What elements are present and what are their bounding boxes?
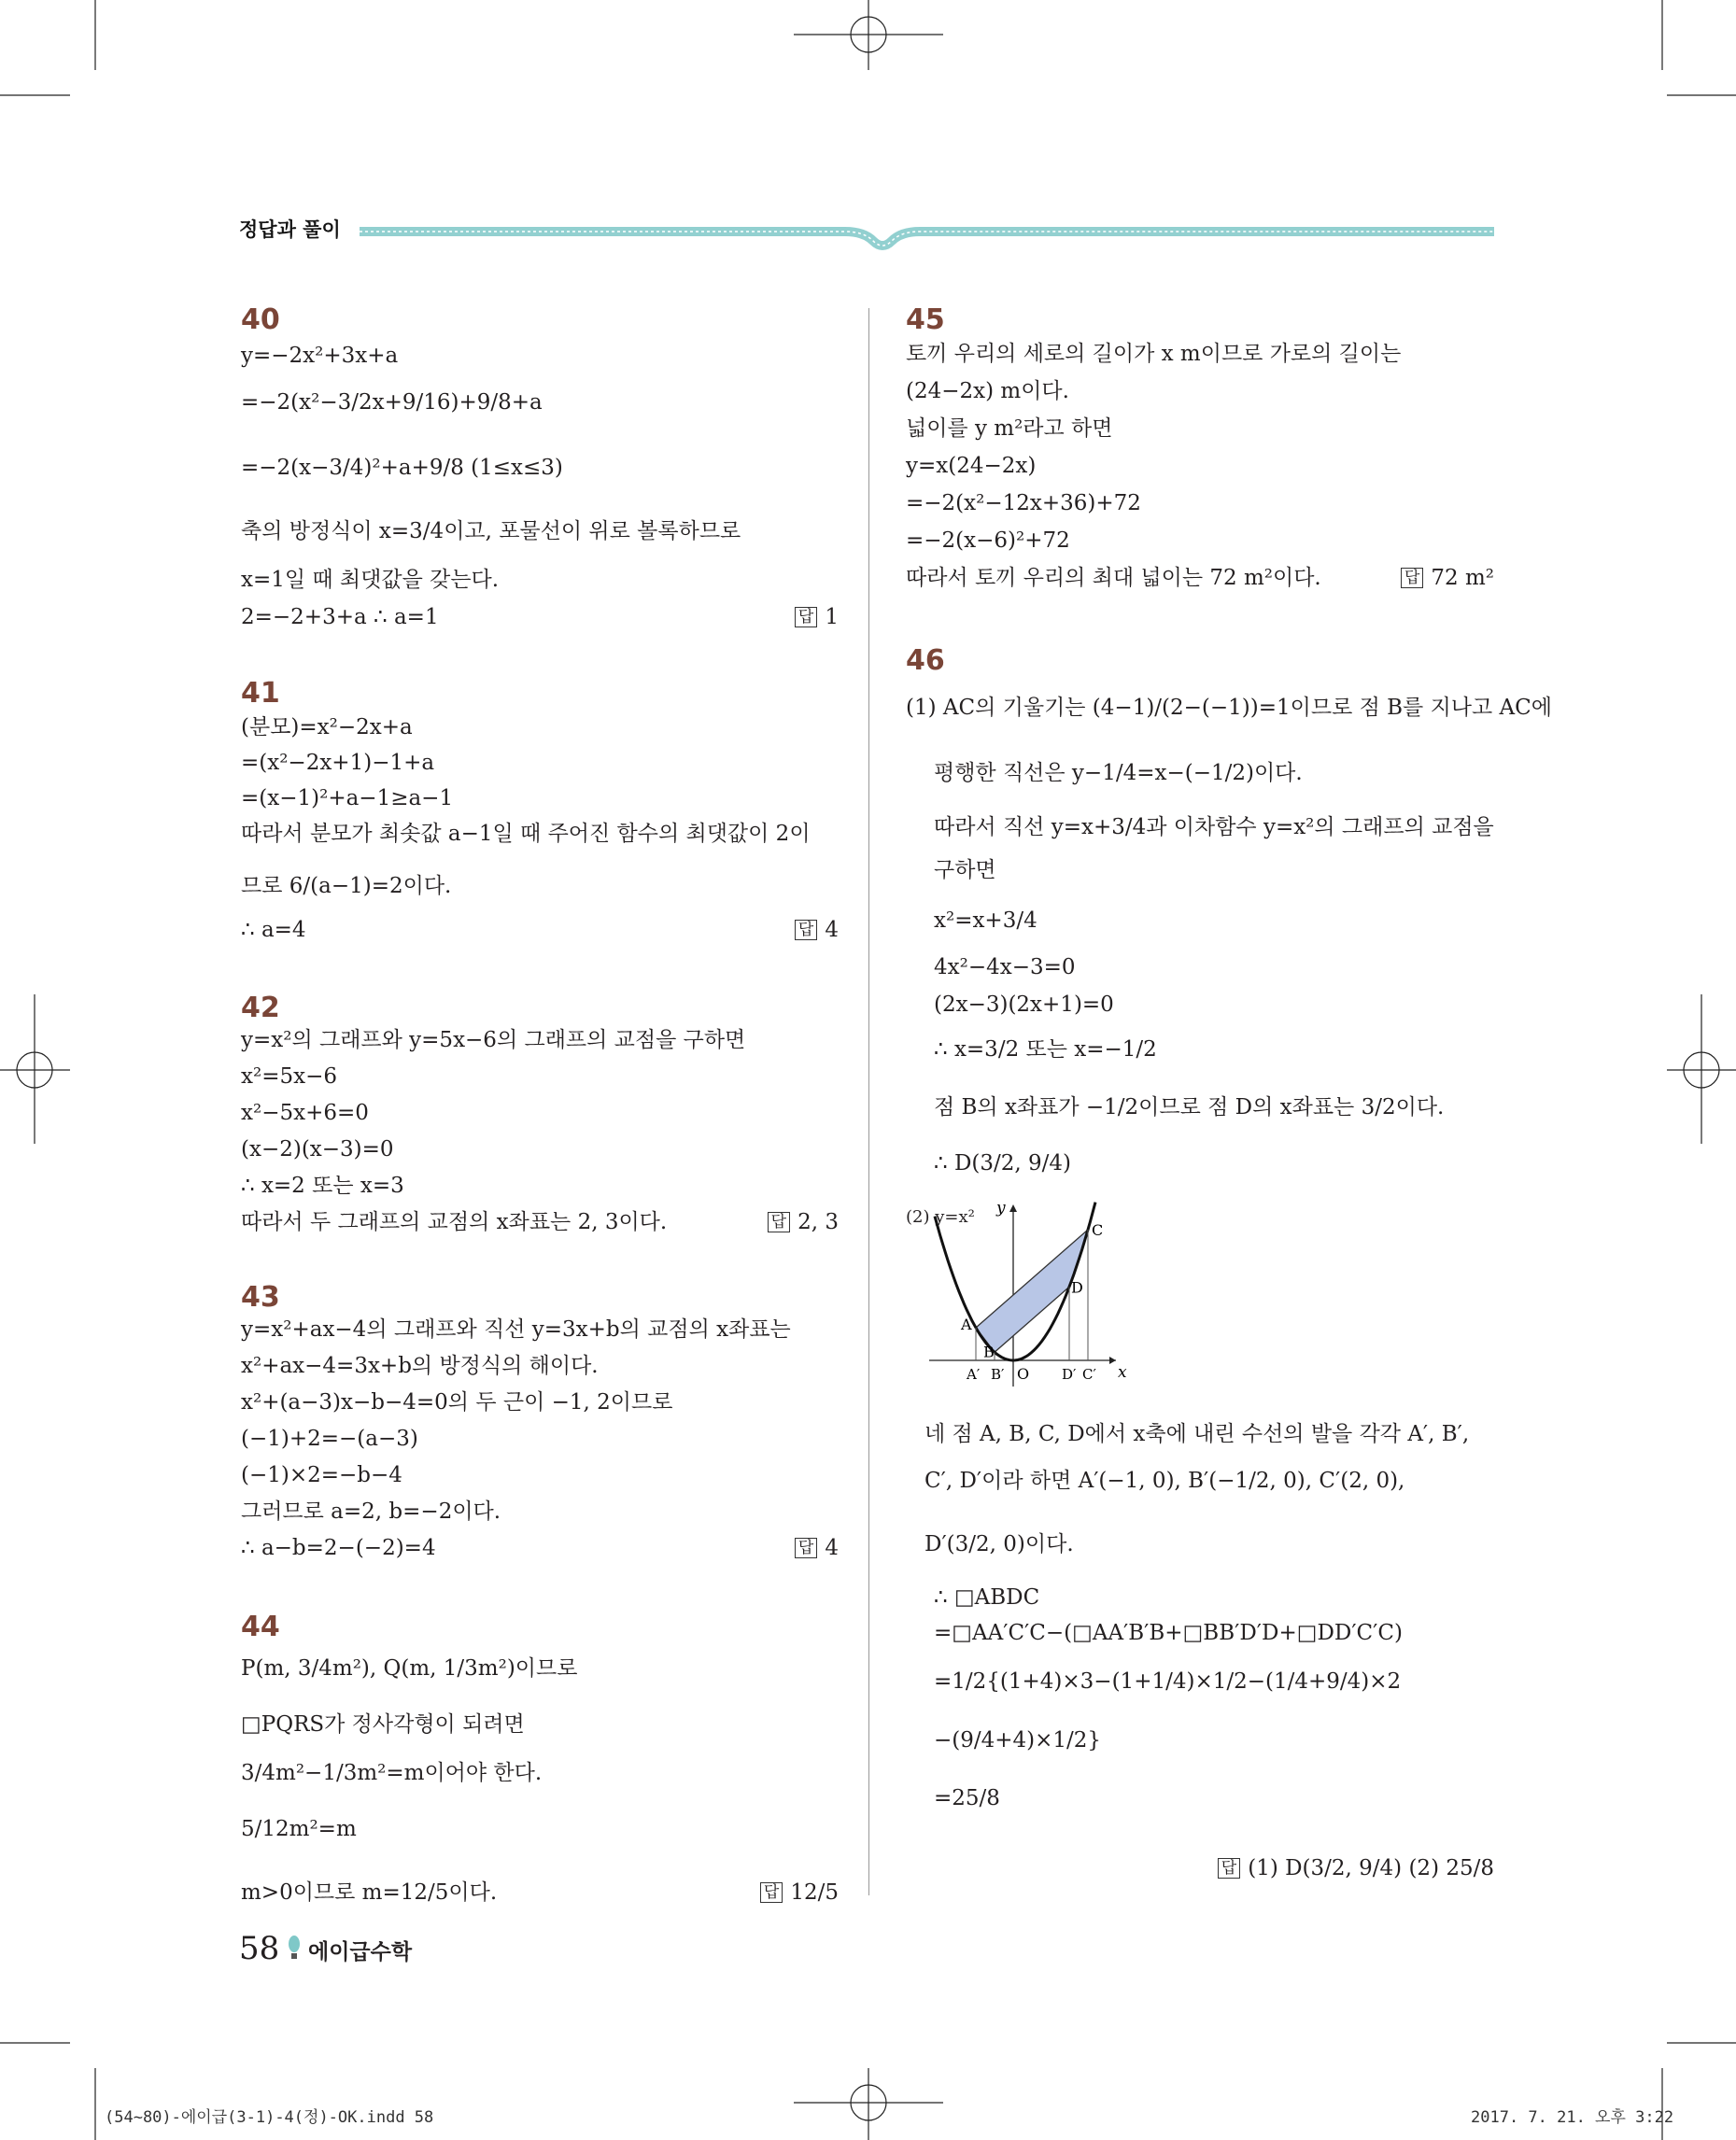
answer	[760, 1878, 839, 1908]
solution-line: ∴ □ABDC	[934, 1585, 1040, 1610]
problem-number: 42	[241, 992, 280, 1024]
answer-badge: 답	[1218, 1858, 1240, 1879]
answer-badge: 답	[760, 1882, 783, 1903]
answer	[768, 1207, 839, 1237]
point-C-label: C	[1092, 1221, 1104, 1239]
answer	[795, 915, 839, 945]
x-axis-arrow-icon	[1109, 1357, 1116, 1364]
solution-line: y=x²의 그래프와 y=5x−6의 그래프의 교점을 구하면	[241, 1028, 746, 1052]
problem-number: 44	[241, 1611, 280, 1643]
solution-line: =□AA′C′C−(□AA′B′B+□BB′D′D+□DD′C′C)	[934, 1621, 1403, 1645]
point-D-prime-label: D′	[1062, 1366, 1077, 1383]
point-D-label: D	[1071, 1278, 1083, 1297]
column-divider	[868, 308, 869, 1895]
header-rule	[360, 220, 1494, 258]
answer	[1218, 1853, 1494, 1883]
solution-line: 토끼 우리의 세로의 길이가 x m이므로 가로의 길이는	[906, 342, 1402, 366]
solution-line: y=−2x²+3x+a	[241, 344, 399, 368]
solution-line: 므로 6/(a−1)=2이다.	[241, 874, 452, 898]
answer-badge: 답	[768, 1212, 790, 1232]
date-slug: 2017. 7. 21. 오후 3:22	[1471, 2108, 1674, 2127]
solution-line: C′, D′이라 하면 A′(−1, 0), B′(−1/2, 0), C′(2, 0),	[924, 1469, 1405, 1493]
solution-line: x²+(a−3)x−b−4=0의 두 근이 −1, 2이므로	[241, 1390, 673, 1415]
y-axis-arrow-icon	[1009, 1204, 1017, 1212]
y-axis-label: y	[996, 1200, 1006, 1218]
answer-value: 72 m²	[1431, 566, 1494, 590]
answer-value: 2, 3	[797, 1210, 839, 1234]
solution-line: 2=−2+3+a ∴ a=1	[241, 605, 439, 629]
parabola-graph	[929, 1200, 1135, 1387]
solution-line: 축의 방정식이 x=3/4이고, 포물선이 위로 볼록하므로	[241, 519, 741, 543]
solution-line: 평행한 직선은 y−1/4=x−(−1/2)이다.	[934, 761, 1303, 785]
problem-41	[241, 677, 839, 957]
solution-line: =−2(x−3/4)²+a+9/8 (1≤x≤3)	[241, 456, 563, 480]
solution-line: 따라서 토끼 우리의 최대 넓이는 72 m²이다.	[906, 566, 1321, 590]
solution-line: 5/12m²=m	[241, 1817, 357, 1841]
answer-badge: 답	[795, 920, 817, 940]
point-A-prime-label: A′	[967, 1366, 981, 1383]
answer	[795, 602, 839, 632]
solution-line: y=x²+ax−4의 그래프와 직선 y=3x+b의 교점의 x좌표는	[241, 1317, 791, 1342]
solution-line: (x−2)(x−3)=0	[241, 1137, 394, 1162]
solution-line: (−1)+2=−(a−3)	[241, 1427, 418, 1451]
solution-line: (분모)=x²−2x+a	[241, 715, 413, 739]
solution-line: 4x²−4x−3=0	[934, 955, 1076, 979]
solution-line: ∴ D(3/2, 9/4)	[934, 1151, 1071, 1176]
solution-line: −(9/4+4)×1/2}	[934, 1728, 1102, 1753]
problem-number: 45	[906, 303, 945, 336]
origin-label: O	[1017, 1365, 1030, 1383]
solution-line: =−2(x−6)²+72	[906, 528, 1070, 553]
problem-44	[241, 1611, 839, 1919]
problem-number: 40	[241, 303, 280, 336]
solution-line: 구하면	[934, 858, 996, 882]
solution-line: x²−5x+6=0	[241, 1101, 369, 1125]
solution-line: 따라서 직선 y=x+3/4과 이차함수 y=x²의 그래프의 교점을	[934, 815, 1494, 839]
solution-line: m>0이므로 m=12/5이다.	[241, 1880, 498, 1905]
solution-line: =(x−1)²+a−1≥a−1	[241, 786, 454, 810]
point-B-prime-label: B′	[991, 1366, 1005, 1383]
solution-line: (1) AC의 기울기는 (4−1)/(2−(−1))=1이므로 점 B를 지나고 AC에	[906, 696, 1552, 720]
solution-line: =25/8	[934, 1786, 1000, 1810]
problem-number: 43	[241, 1281, 280, 1314]
lightbulb-icon	[286, 1935, 303, 1963]
answer-value: 12/5	[790, 1880, 839, 1905]
solution-line: 네 점 A, B, C, D에서 x축에 내린 수선의 발을 각각 A′, B′,	[924, 1422, 1470, 1446]
answer	[1401, 563, 1494, 593]
solution-line: ∴ a=4	[241, 918, 306, 942]
problem-number: 46	[906, 644, 945, 677]
problem-42	[241, 992, 839, 1244]
point-B-label: B	[983, 1343, 995, 1361]
problem-40	[241, 303, 839, 640]
answer-badge: 답	[795, 1538, 817, 1558]
brand-logo: 에이급수학	[308, 1940, 413, 1964]
answer-value: 1	[825, 605, 839, 629]
solution-line: □PQRS가 정사각형이 되려면	[241, 1712, 525, 1737]
answer-badge: 답	[1401, 568, 1423, 588]
answer-badge: 답	[795, 607, 817, 627]
solution-line: 따라서 분모가 최솟값 a−1일 때 주어진 함수의 최댓값이 2이	[241, 822, 811, 846]
problem-number: 41	[241, 677, 280, 710]
answer-value: 4	[825, 1536, 839, 1560]
solution-line: x²=5x−6	[241, 1064, 337, 1089]
answer	[795, 1533, 839, 1563]
problem-43	[241, 1281, 839, 1570]
point-C-prime-label: C′	[1082, 1366, 1096, 1383]
solution-line: x²+ax−4=3x+b의 방정식의 해이다.	[241, 1354, 599, 1378]
solution-line: 넓이를 y m²라고 하면	[906, 416, 1113, 441]
solution-line: D′(3/2, 0)이다.	[924, 1532, 1074, 1556]
page-title: 정답과 풀이	[239, 218, 341, 241]
point-A-label: A	[961, 1316, 972, 1333]
solution-line: y=x(24−2x)	[906, 454, 1037, 478]
problem-45	[906, 303, 1494, 602]
solution-line: 따라서 두 그래프의 교점의 x좌표는 2, 3이다.	[241, 1210, 668, 1234]
solution-line: =−2(x²−3/2x+9/16)+9/8+a	[241, 390, 543, 415]
solution-line: P(m, 3/4m²), Q(m, 1/3m²)이므로	[241, 1656, 578, 1681]
solution-line: =−2(x²−12x+36)+72	[906, 491, 1141, 515]
answer-value: 4	[825, 918, 839, 942]
solution-line: (2x−3)(2x+1)=0	[934, 993, 1114, 1017]
x-axis-label: x	[1118, 1363, 1127, 1382]
solution-line: 점 B의 x좌표가 −1/2이므로 점 D의 x좌표는 3/2이다.	[934, 1095, 1445, 1119]
solution-line: ∴ x=2 또는 x=3	[241, 1174, 404, 1198]
solution-line: ∴ a−b=2−(−2)=4	[241, 1536, 436, 1560]
solution-line: x=1일 때 최댓값을 갖는다.	[241, 568, 500, 592]
file-slug: (54~80)-에이급(3-1)-4(정)-OK.indd 58	[105, 2108, 434, 2127]
solution-line: (−1)×2=−b−4	[241, 1463, 402, 1487]
answer-value: (1) D(3/2, 9/4) (2) 25/8	[1248, 1856, 1494, 1880]
solution-line: 3/4m²−1/3m²=m이어야 한다.	[241, 1761, 543, 1785]
part2-label: (2) y=x²	[906, 1207, 975, 1227]
solution-line: =(x²−2x+1)−1+a	[241, 751, 435, 775]
solution-line: =1/2{(1+4)×3−(1+1/4)×1/2−(1/4+9/4)×2	[934, 1669, 1402, 1694]
solution-line: (24−2x) m이다.	[906, 379, 1069, 403]
problem-46	[906, 644, 1552, 1895]
solution-line: 그러므로 a=2, b=−2이다.	[241, 1499, 501, 1524]
page-number: 58	[239, 1930, 280, 1967]
solution-line: ∴ x=3/2 또는 x=−1/2	[934, 1037, 1157, 1062]
solution-line: x²=x+3/4	[934, 908, 1037, 933]
